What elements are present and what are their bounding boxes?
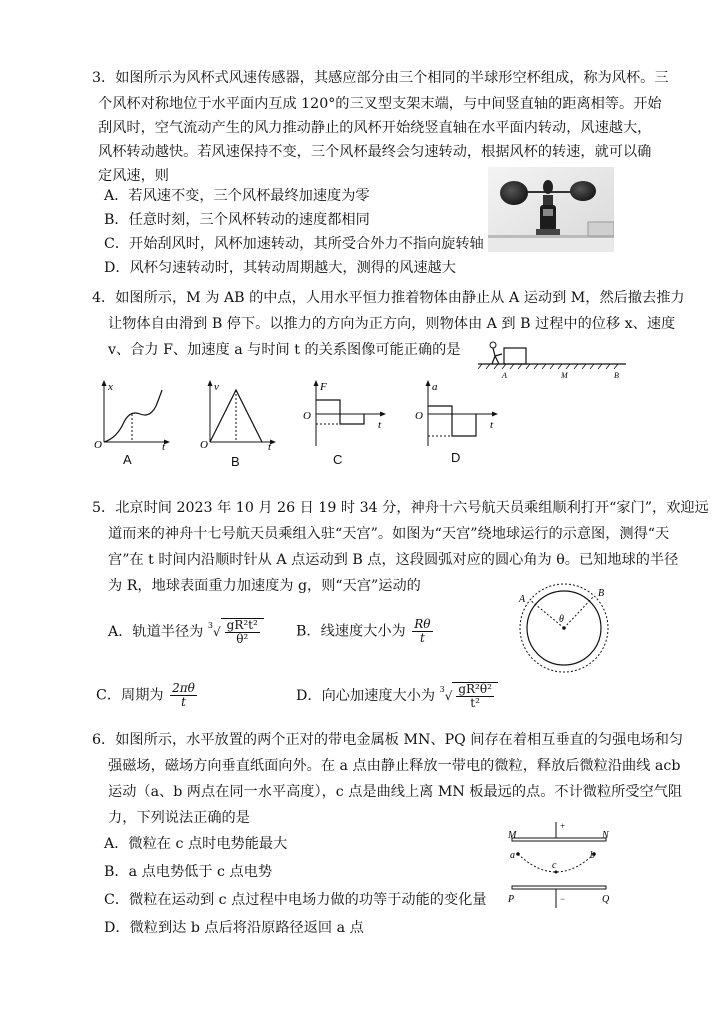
q5-option-d — [296, 682, 498, 710]
ground-label-a: A — [502, 371, 507, 380]
point-label-a: a — [510, 850, 515, 861]
q5-line-1: 5．北京时间 2023 年 10 月 26 日 19 时 34 分，神舟十六号航天员乘组顺利打开“家门”，欢迎远 — [92, 500, 709, 516]
q5-option-a-index: 3 — [207, 621, 213, 630]
graph-d-origin: O — [415, 410, 423, 422]
q3-line-5: 定风速，则 — [98, 168, 169, 184]
q3-option-c: C．开始刮风时，风杯加速转动，其所受合外力不指向旋转轴 — [104, 236, 484, 252]
q6-line-3: 运动（a、b 两点在同一水平高度），c 点是曲线上离 MN 板最远的点。不计微粒所受空气阻 — [108, 784, 683, 800]
plate-label-n: N — [602, 830, 609, 841]
graph-a-xt — [92, 378, 174, 450]
q5-option-c-num: 2πθ — [172, 681, 195, 695]
q5-option-d-num: gR²θ² — [458, 682, 492, 696]
graph-c-caption: C — [333, 452, 343, 467]
graph-b-vt — [198, 378, 280, 450]
q5-option-c-frac — [170, 682, 197, 709]
q5-line-4: 为 R，地球表面重力加速度为 g，则“天宫”运动的 — [108, 578, 421, 594]
graph-b-xlabel: t — [268, 441, 272, 450]
orbit-label-b: B — [598, 588, 605, 599]
q5-option-a-prefix: A．轨道半径为 — [108, 624, 204, 640]
q3-option-a: A．若风速不变，三个风杯最终加速度为零 — [104, 188, 370, 204]
q6-line-1: 6．如图所示，水平放置的两个正对的带电金属板 MN、PQ 间存在着相互垂直的匀强电场和匀 — [92, 732, 684, 748]
capacitor-diagram — [506, 818, 616, 912]
graph-b-caption: B — [231, 454, 240, 469]
graph-d-caption: D — [451, 450, 461, 465]
q5-option-b-num: Rθ — [414, 617, 431, 631]
orbit-label-a: A — [519, 594, 526, 605]
graph-d-at — [412, 378, 504, 450]
q3-option-b: B．任意时刻，三个风杯转动的速度都相同 — [104, 212, 370, 228]
graph-c-ylabel: F — [320, 381, 327, 393]
q5-option-a-den: θ² — [236, 632, 249, 646]
q4-line-1: 4．如图所示，M 为 AB 的中点，人用水平恒力推着物体由静止从 A 运动到 M，然后撤去推力 — [92, 290, 685, 306]
q5-line-2: 道而来的神舟十七号航天员乘组入驻“天宫”。如图为“天宫”绕地球运行的示意图，测得“天 — [108, 526, 670, 542]
anemometer-photo — [488, 167, 614, 252]
q6-option-b: B．a 点电势低于 c 点电势 — [104, 864, 273, 880]
q4-line-2: 让物体自由滑到 B 停下。以推力的方向为正方向，则物体由 A 到 B 过程中的位移 x、速度 — [108, 316, 676, 332]
q5-option-b — [296, 618, 435, 645]
plate-label-p: P — [508, 894, 515, 905]
q3-option-d: D．风杯匀速转动时，其转动周期越大，测得的风速越大 — [104, 260, 456, 276]
q5-option-b-frac — [412, 618, 432, 645]
terminal-minus: − — [560, 894, 566, 904]
graph-c-origin: O — [303, 410, 311, 422]
q5-option-b-den: t — [419, 631, 425, 645]
q4-line-3: v、合力 F、加速度 a 与时间 t 的关系图像可能正确的是 — [108, 342, 461, 358]
graph-a-caption: A — [123, 452, 132, 467]
q5-option-a-root: $^3$√ $\frac{\text{gR²t²}}{\text{θ²}}$ — [208, 618, 264, 646]
q3-line-2: 个风杯对称地位于水平面内互成 120°的三叉型支架末端，与中间竖直轴的距离相等。开始 — [98, 96, 662, 112]
q5-option-a — [108, 618, 264, 646]
point-label-c: c — [552, 860, 557, 871]
q3-line-4: 风杯转动越快。若风速保持不变，三个风杯最终会匀速转动，根据风杯的转速，就可以确 — [98, 144, 652, 160]
graph-a-ylabel: x — [108, 381, 113, 393]
plate-label-q: Q — [602, 894, 610, 905]
q6-option-c: C．微粒在运动到 c 点过程中电场力做的功等于动能的变化量 — [104, 892, 487, 908]
orbit-diagram — [512, 582, 612, 674]
graph-d-xlabel: t — [490, 419, 494, 431]
q5-option-d-root: $^3$√ $\frac{\text{gR²θ²}}{\text{t²}}$ — [440, 682, 498, 710]
q5-option-c-den: t — [181, 695, 186, 709]
graph-d-ylabel: a — [432, 381, 438, 393]
q3-line-1: 3．如图所示为风杯式风速传感器，其感应部分由三个相同的半球形空杯组成，称为风杯。三 — [92, 70, 669, 86]
q6-option-d: D．微粒到达 b 点后将沿原路径返回 a 点 — [104, 920, 364, 936]
q5-option-d-den: t² — [470, 696, 480, 710]
graph-b-ylabel: v — [214, 381, 219, 393]
q5-option-d-prefix: D．向心加速度大小为 — [296, 688, 436, 704]
q6-option-a: A．微粒在 c 点时电势能最大 — [104, 836, 288, 852]
orbit-label-theta: θ — [559, 614, 564, 625]
terminal-plus: + — [560, 821, 566, 831]
q5-option-c — [96, 682, 199, 709]
ground-label-b: B — [614, 371, 619, 380]
graph-a-xlabel: t — [162, 441, 166, 450]
plate-label-m: M — [508, 830, 517, 841]
push-scene-diagram — [478, 336, 628, 384]
q6-line-4: 力，下列说法正确的是 — [108, 810, 250, 826]
point-label-b: b — [590, 850, 595, 861]
graph-c-ft — [300, 378, 392, 450]
graph-b-origin: O — [200, 439, 208, 450]
q5-line-3: 宫”在 t 时间内沿顺时针从 A 点运动到 B 点，这段圆弧对应的圆心角为 θ。已知地球的半径 — [108, 552, 679, 568]
graph-a-origin: O — [94, 439, 102, 450]
q5-option-a-num: gR²t² — [226, 618, 258, 632]
q5-option-c-prefix: C．周期为 — [96, 687, 164, 704]
ground-label-m: M — [561, 371, 568, 380]
q6-line-2: 强磁场，磁场方向垂直纸面向外。在 a 点由静止释放一带电的微粒，释放后微粒沿曲线 acb — [108, 758, 681, 774]
q5-option-d-index: 3 — [439, 685, 445, 694]
graph-c-xlabel: t — [378, 419, 382, 431]
q3-line-3: 刮风时，空气流动产生的风力推动静止的风杯开始绕竖直轴在水平面内转动，风速越大， — [98, 120, 652, 136]
q5-option-b-prefix: B．线速度大小为 — [296, 623, 406, 640]
